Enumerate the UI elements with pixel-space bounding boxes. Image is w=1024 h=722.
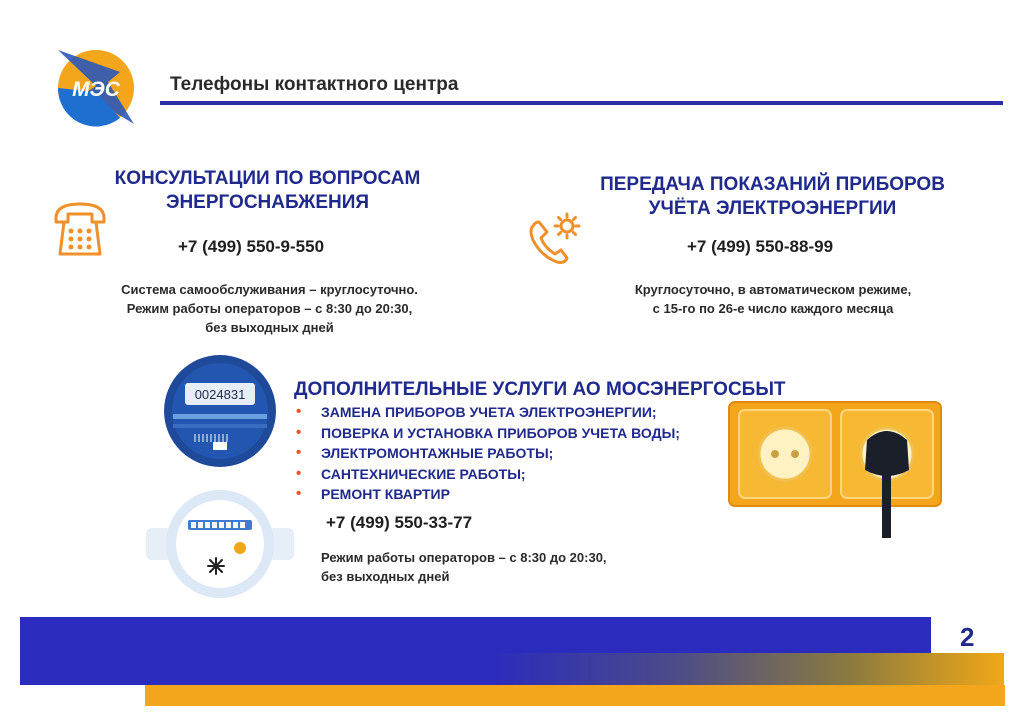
footer-band-yellow — [145, 685, 1005, 706]
title-line: ПЕРЕДАЧА ПОКАЗАНИЙ ПРИБОРОВ — [600, 174, 945, 195]
electric-meter-icon — [163, 354, 277, 468]
note-line: Режим работы операторов – с 8:30 до 20:30, — [321, 550, 607, 565]
services-note — [321, 548, 607, 586]
socket-image — [727, 400, 945, 540]
meter-readings-note — [583, 280, 963, 318]
list-item: • ПОВЕРКА И УСТАНОВКА ПРИБОРОВ УЧЕТА ВОДЫ; — [296, 425, 680, 446]
note-line: Режим работы операторов – с 8:30 до 20:30, — [126, 301, 413, 316]
meter-readings-phone[interactable]: +7 (499) 550-88-99 — [687, 237, 834, 256]
page-number: 2 — [960, 622, 975, 652]
mes-logo — [50, 42, 142, 130]
list-item: • ЗАМЕНА ПРИБОРОВ УЧЕТА ЭЛЕКТРОЭНЕРГИИ; — [296, 404, 680, 425]
list-item: • ЭЛЕКТРОМОНТАЖНЫЕ РАБОТЫ; — [296, 445, 680, 466]
note-line: Круглосуточно, в автоматическом режиме, — [634, 282, 912, 297]
note-line: с 15-го по 26-е число каждого месяца — [652, 301, 894, 316]
consultations-note — [92, 280, 447, 337]
consultations-title: КОНСУЛЬТАЦИИ ПО ВОПРОСАМ ЭНЕРГОСНАБЖЕНИЯ — [114, 168, 421, 213]
logo-text: МЭС — [72, 78, 120, 101]
title-line: УЧЁТА ЭЛЕКТРОЭНЕРГИИ — [648, 198, 897, 219]
header-divider — [160, 101, 1003, 105]
list-item: • САНТЕХНИЧЕСКИЕ РАБОТЫ; — [296, 466, 680, 487]
services-phone[interactable]: +7 (499) 550-33-77 — [326, 513, 473, 532]
note-line: Система самообслуживания – круглосуточно. — [121, 282, 418, 297]
services-title: ДОПОЛНИТЕЛЬНЫЕ УСЛУГИ АО МОСЭНЕРГОСБЫТ — [294, 379, 786, 400]
list-item: • РЕМОНТ КВАРТИР — [296, 486, 680, 507]
meter-readings-title — [600, 173, 945, 221]
gear-phone-icon — [525, 208, 585, 266]
meter-display: 0024831 — [194, 387, 246, 402]
footer-band-gradient — [488, 653, 1004, 689]
consultations-phone[interactable]: +7 (499) 550-9-550 — [178, 237, 325, 256]
page-title: Телефоны контактного центра — [170, 74, 459, 95]
note-line: без выходных дней — [205, 320, 334, 335]
note-line: без выходных дней — [321, 569, 450, 584]
water-meter-icon — [146, 488, 294, 600]
phone-icon — [50, 198, 110, 260]
services-list — [296, 404, 680, 507]
